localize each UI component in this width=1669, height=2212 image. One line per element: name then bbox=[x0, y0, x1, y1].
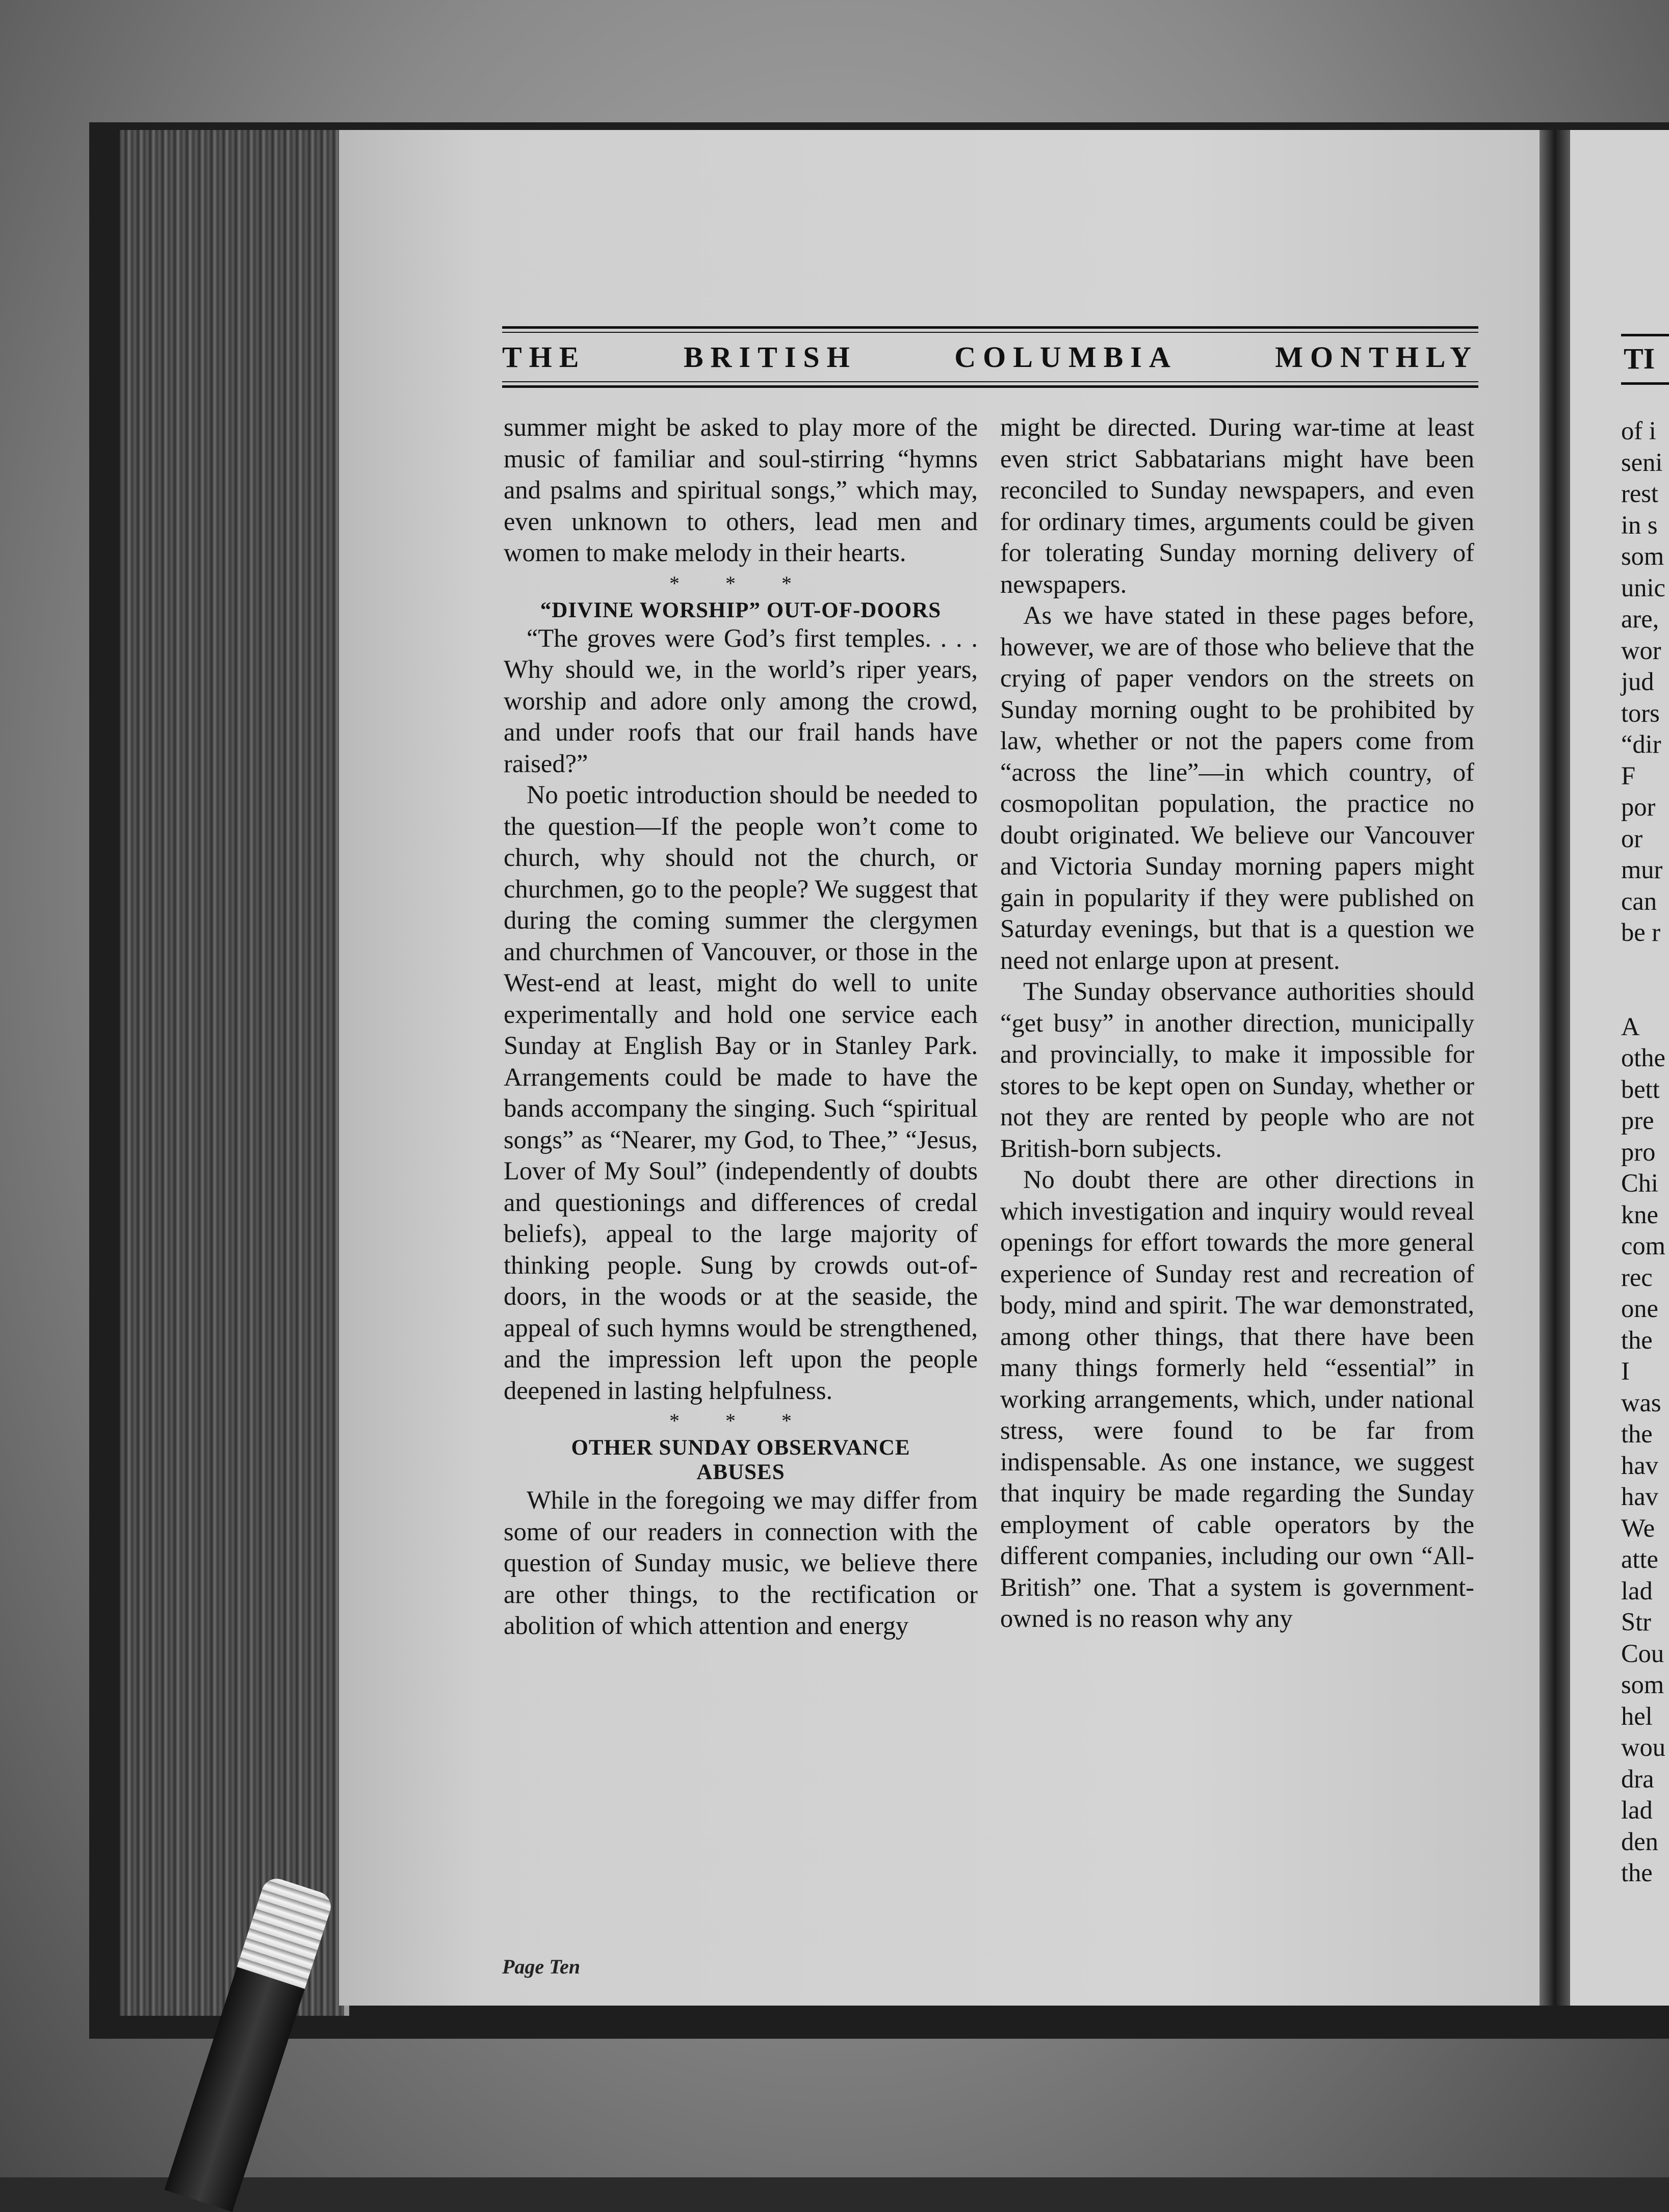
masthead-rule-top bbox=[502, 326, 1478, 329]
facing-line: are, bbox=[1621, 604, 1659, 633]
masthead-rule-bottom-thin bbox=[502, 381, 1478, 382]
facing-line: Cou bbox=[1621, 1639, 1664, 1668]
facing-line: in s bbox=[1621, 510, 1658, 539]
masthead-word-the: THE bbox=[502, 340, 586, 374]
facing-line: dra bbox=[1621, 1764, 1654, 1793]
facing-line: hel bbox=[1621, 1701, 1653, 1730]
facing-line: unic bbox=[1621, 573, 1665, 602]
facing-line: kne bbox=[1621, 1200, 1658, 1229]
facing-line: We bbox=[1621, 1513, 1655, 1542]
facing-header: TI bbox=[1624, 342, 1655, 375]
paragraph: might be directed. During war-time at least even strict Sabbatarians might have been reconciled to Sunday newspapers, and even for ordinary times, arguments could be given for tolerating Sunday morning delivery of newspapers. bbox=[1000, 413, 1474, 598]
paragraph: As we have stated in these pages before, however, we are of those who believe that the crying of paper vendors on the streets on Sunday morning ought to be prohibited by law, whether or not the papers come from “across the line”—in which country, of cosmopolitan population, the practice no doubt originated. We believe our Vancouver and Victoria Sunday morning papers might gain in popularity if they were published on Saturday evenings, but that is a question we need not enlarge upon at present. bbox=[1000, 601, 1474, 975]
facing-line: rest bbox=[1621, 479, 1658, 508]
paragraph: summer might be asked to play more of the music of familiar and soul-stirring “hymns and psalms and spiritual songs,” which may, even unknown to others, lead men and women to make melody in their hearts. bbox=[504, 413, 978, 567]
paragraph: No poetic introduction should be needed to the question—If the people won’t come to church, why should not the church, or churchmen, go to the people? We suggest that during the coming summer the clergymen and churchmen of Vancouver, or those in the West-end at least, might do well to unite experimentally and hold one service each Sunday at English Bay or in Stanley Park. Arrangements could be made to have the bands accompany the singing. Such “spiritual songs” as “Nearer, my God, to Thee,” “Jesus, Lover of My Soul” (independently of doubts and questionings and differences of credal beliefs), appeal to the large majority of thinking people. Sung by crowds out-of-doors, in the woods or at the seaside, the appeal of such hymns would be strengthened, and the impression left upon the people deepened in lasting helpfulness. bbox=[504, 780, 978, 1405]
facing-line: wor bbox=[1621, 636, 1661, 665]
facing-header-rule-bottom bbox=[1621, 382, 1669, 385]
facing-line: of i bbox=[1621, 416, 1656, 445]
masthead bbox=[502, 326, 1478, 388]
facing-line: tors bbox=[1621, 698, 1660, 727]
section-divider: * * * bbox=[669, 571, 812, 595]
facing-line: com bbox=[1621, 1231, 1665, 1260]
facing-line bbox=[1621, 980, 1669, 1011]
paragraph: The Sunday observance authorities should “get busy” in another direction, municipally and provincially, to make it impossible for stores to be kept open on Sunday, whether or not they are rented by people who are not British-born subjects. bbox=[1000, 977, 1474, 1163]
facing-line: I bbox=[1621, 1357, 1630, 1385]
masthead-word-columbia: COLUMBIA bbox=[954, 340, 1178, 374]
facing-line: som bbox=[1621, 1670, 1664, 1699]
paragraph: No doubt there are other directions in which investigation and inquiry would reveal openings for effort towards the more general experience of Sunday rest and recreation of body, mind and spirit. The war demonstrated, among other things, that there have been many things formerly held “essential” in working arrangements, which, under national stress, were found to be far from indispensable. As one instance, we suggest that inquiry be made regarding the Sunday employment of cable operators by the different companies, including our own “All-British” one. That a system is government-owned is no reason why any bbox=[1000, 1165, 1474, 1632]
facing-line: seni bbox=[1621, 447, 1663, 477]
facing-line: mur bbox=[1621, 855, 1663, 884]
facing-line: pre bbox=[1621, 1106, 1654, 1135]
facing-line: rec bbox=[1621, 1262, 1653, 1292]
facing-line: hav bbox=[1621, 1451, 1658, 1480]
facing-line: was bbox=[1621, 1388, 1661, 1417]
page-block-edge bbox=[120, 130, 349, 2016]
section-divider: * * * bbox=[669, 1409, 812, 1432]
facing-line: or bbox=[1621, 824, 1643, 853]
book-gutter bbox=[1540, 130, 1570, 2006]
facing-line: “dir bbox=[1621, 730, 1661, 758]
facing-line: Chi bbox=[1621, 1169, 1658, 1197]
facing-line: lad bbox=[1621, 1576, 1653, 1605]
facing-line: can bbox=[1621, 886, 1657, 915]
masthead-rule-bottom bbox=[502, 385, 1478, 388]
facing-line: be r bbox=[1621, 918, 1661, 946]
facing-line bbox=[1621, 949, 1669, 980]
page-number: Page Ten bbox=[502, 1955, 580, 1978]
facing-line: lad bbox=[1621, 1796, 1653, 1824]
article-column-left bbox=[504, 412, 978, 1642]
facing-page-text bbox=[1621, 415, 1669, 1889]
facing-line: jud bbox=[1621, 667, 1654, 696]
facing-line: som bbox=[1621, 542, 1664, 570]
paragraph: “The groves were God’s first temples. . . . Why should we, in the world’s riper years, worship and adore only among the crowd, and under roofs that our frail hands have raised?” bbox=[504, 623, 978, 778]
facing-line: the bbox=[1621, 1325, 1653, 1354]
facing-line: por bbox=[1621, 793, 1656, 821]
masthead-word-monthly: MONTHLY bbox=[1275, 340, 1478, 374]
section-heading: OTHER SUNDAY OBSERVANCE ABUSES bbox=[571, 1436, 910, 1484]
facing-line: the bbox=[1621, 1419, 1653, 1448]
facing-line: F bbox=[1621, 761, 1636, 790]
facing-line: bett bbox=[1621, 1074, 1660, 1103]
facing-line: one bbox=[1621, 1294, 1658, 1323]
facing-line: Str bbox=[1621, 1608, 1651, 1636]
facing-line: othe bbox=[1621, 1043, 1665, 1072]
facing-header-rule-top bbox=[1621, 334, 1669, 336]
masthead-word-british: BRITISH bbox=[683, 340, 857, 374]
paragraph: While in the foregoing we may differ from some of our readers in connection with the question of Sunday music, we believe there are other things, to the rectification or abolition of which attention and energy bbox=[504, 1486, 978, 1640]
facing-line: atte bbox=[1621, 1545, 1658, 1573]
article-column-right bbox=[1000, 412, 1474, 1635]
facing-line: den bbox=[1621, 1827, 1658, 1856]
facing-line: pro bbox=[1621, 1137, 1656, 1166]
facing-line: A bbox=[1621, 1012, 1640, 1041]
section-heading: “DIVINE WORSHIP” OUT-OF-DOORS bbox=[540, 598, 942, 622]
facing-page bbox=[1570, 130, 1669, 2006]
facing-line: hav bbox=[1621, 1482, 1658, 1511]
facing-line: the bbox=[1621, 1858, 1653, 1887]
facing-line: wou bbox=[1621, 1733, 1665, 1761]
